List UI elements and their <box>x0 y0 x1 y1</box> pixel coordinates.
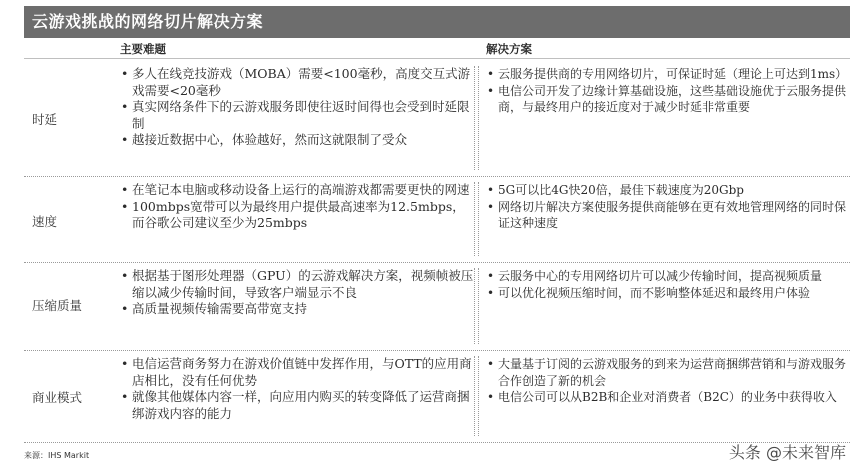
row-category: 商业模式 <box>32 390 83 405</box>
column-divider <box>478 268 479 344</box>
problem-list <box>120 66 475 170</box>
solution-list <box>486 356 846 406</box>
column-divider <box>478 182 479 256</box>
list-item: • 云服务提供商的专用网络切片，可保证时延（理论上可达到1ms） <box>486 66 846 83</box>
list-item: • 多人在线竞技游戏（MOBA）需要<100毫秒，高度交互式游戏需要<20毫秒 <box>120 66 474 99</box>
solution-list <box>486 268 846 301</box>
table-row <box>24 350 850 443</box>
list-item: • 100mbps宽带可以为最终用户提供最高速率为12.5mbps，而谷歌公司建议至少为25mbps <box>120 199 474 232</box>
list-item: • 真实网络条件下的云游戏服务即使往返时间得也会受到时延限制 <box>120 99 474 132</box>
problem-list <box>120 268 475 344</box>
list-item: • 电信公司可以从B2B和企业对消费者（B2C）的业务中获得收入 <box>486 389 846 406</box>
row-category: 速度 <box>32 214 58 229</box>
list-item: • 电信运营商务努力在游戏价值链中发挥作用，与OTT的应用商店相比，没有任何优势 <box>120 356 474 389</box>
watermark: 头条 @未来智库 <box>728 443 846 462</box>
table-row <box>24 60 850 177</box>
problem-list <box>120 182 475 256</box>
row-category: 压缩质量 <box>32 298 83 313</box>
list-item: • 越接近数据中心，体验越好，然而这就限制了受众 <box>120 132 474 149</box>
solution-list <box>486 182 846 232</box>
source-note: 来源：IHS Markit <box>24 451 90 460</box>
list-item: • 就像其他媒体内容一样，向应用内购买的转变降低了运营商捆绑游戏内容的能力 <box>120 389 474 422</box>
list-item: • 高质量视频传输需要高带宽支持 <box>120 301 474 318</box>
table-title: 云游戏挑战的网络切片解决方案 <box>24 6 850 38</box>
table-row <box>24 176 850 263</box>
list-item: • 可以优化视频压缩时间，而不影响整体延迟和最终用户体验 <box>486 285 846 302</box>
table-container <box>24 6 850 421</box>
list-item: • 大量基于订阅的云游戏服务的到来为运营商捆绑营销和与游戏服务合作创造了新的机会 <box>486 356 846 389</box>
table-row <box>24 262 850 351</box>
table-header <box>24 38 850 59</box>
header-solution: 解决方案 <box>486 42 532 56</box>
row-category: 时延 <box>32 112 58 127</box>
list-item: • 根据基于图形处理器（GPU）的云游戏解决方案，视频帧被压缩以减少传输时间，导致客户端显示不良 <box>120 268 474 301</box>
list-item: • 云服务中心的专用网络切片可以减少传输时间，提高视频质量 <box>486 268 846 285</box>
solution-list <box>486 66 846 116</box>
list-item: • 5G可以比4G快20倍，最佳下载速度为20Gbp <box>486 182 846 199</box>
list-item: • 电信公司开发了边缘计算基础设施，这些基础设施优于云服务提供商，与最终用户的接近度对于减少时延非常重要 <box>486 83 846 116</box>
column-divider <box>478 66 479 170</box>
header-problem: 主要难题 <box>120 42 166 56</box>
column-divider <box>478 356 479 436</box>
list-item: • 网络切片解决方案使服务提供商能够在更有效地管理网络的同时保证这种速度 <box>486 199 846 232</box>
problem-list <box>120 356 475 436</box>
list-item: • 在笔记本电脑或移动设备上运行的高端游戏都需要更快的网速 <box>120 182 474 199</box>
